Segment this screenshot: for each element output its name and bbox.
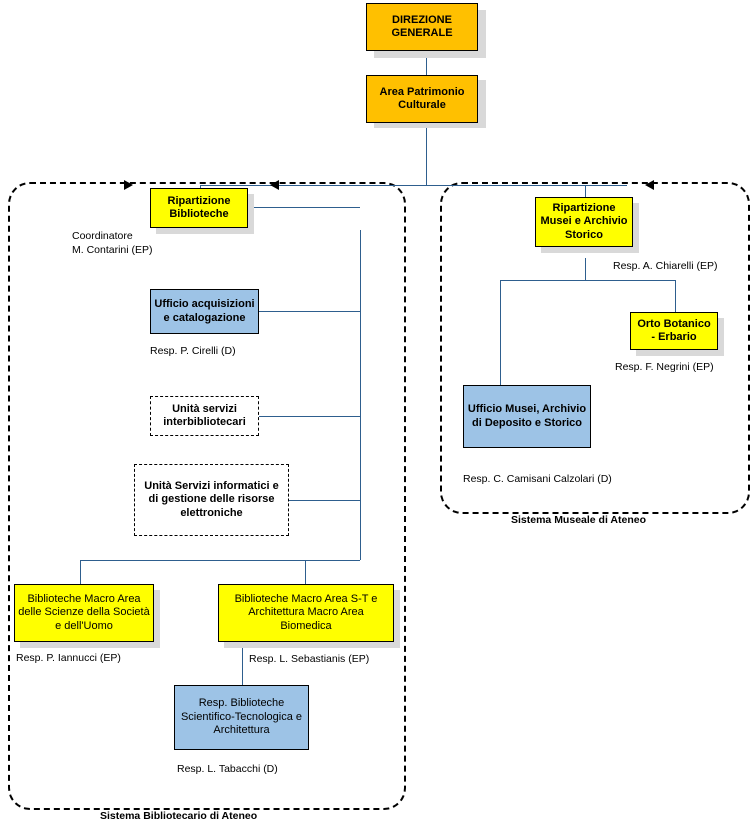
- node-direzione-generale[interactable]: [366, 3, 478, 51]
- node-unita-servizi-interbibliotecari-label: Unità servizi interbibliotecari: [163, 402, 246, 428]
- node-biblioteche-scienze-societa-label: Biblioteche Macro Area delle Scienze della Società e dell'Uomo: [18, 592, 150, 632]
- node-biblioteche-st-architettura[interactable]: [218, 584, 394, 642]
- node-area-patrimonio-label: Area Patrimonio Culturale: [379, 85, 465, 111]
- connector-spine-to-unita-informatici: [289, 500, 360, 501]
- connector-spine-to-unita-interbib: [259, 416, 360, 417]
- node-resp-biblioteche-scientifico[interactable]: [174, 685, 309, 750]
- node-ufficio-musei[interactable]: [463, 385, 591, 448]
- node-unita-servizi-informatici-label: Unità Servizi informatici e di gestione delle risorse elettroniche: [144, 479, 279, 519]
- node-ripartizione-biblioteche-label: Ripartizione Biblioteche: [167, 194, 231, 220]
- node-biblioteche-scienze-societa[interactable]: [14, 584, 154, 642]
- node-ufficio-acquisizioni-label: Ufficio acquisizioni e catalogazione: [154, 298, 255, 324]
- arrow-into-biblioteche-right: [270, 180, 279, 190]
- node-unita-servizi-informatici[interactable]: [134, 464, 289, 536]
- connector-musei-horizontal: [500, 280, 675, 281]
- node-ripartizione-musei-label: Ripartizione Musei e Archivio Storico: [540, 201, 628, 241]
- region-label-sistema-museale: Sistema Museale di Ateneo: [511, 514, 646, 526]
- connector-biblioteche-spine: [360, 230, 361, 560]
- caption-coordinatore-line2: M. Contarini (EP): [72, 244, 153, 256]
- connector-area-horizontal: [200, 185, 627, 186]
- connector-to-ufficio-musei: [500, 280, 501, 385]
- node-direzione-generale-label: DIREZIONE GENERALE: [391, 13, 453, 39]
- arrow-into-musei-right: [645, 180, 654, 190]
- node-resp-biblioteche-scientifico-label: Resp. Biblioteche Scientifico-Tecnologica e Architettura: [180, 697, 303, 737]
- caption-resp-iannucci: Resp. P. Iannucci (EP): [16, 652, 121, 664]
- node-orto-botanico[interactable]: [630, 312, 718, 350]
- region-label-sistema-bibliotecario: Sistema Bibliotecario di Ateneo: [100, 810, 258, 822]
- node-orto-botanico-label: Orto Botanico - Erbario: [637, 317, 711, 343]
- caption-resp-sebastianis: Resp. L. Sebastianis (EP): [249, 653, 370, 665]
- connector-spine-to-ufficio: [259, 311, 360, 312]
- caption-resp-tabacchi: Resp. L. Tabacchi (D): [177, 763, 278, 775]
- connector-to-ripartizione-musei: [585, 185, 586, 197]
- connector-area-down: [426, 123, 427, 185]
- node-biblioteche-st-architettura-label: Biblioteche Macro Area S-T e Architettura Macro Area Biomedica: [234, 592, 378, 632]
- connector-ripartizione-to-spine: [250, 207, 360, 208]
- node-ripartizione-biblioteche[interactable]: [150, 188, 248, 228]
- caption-resp-cirelli: Resp. P. Cirelli (D): [150, 345, 236, 357]
- caption-coordinatore-line1: Coordinatore: [72, 230, 133, 242]
- caption-resp-negrini: Resp. F. Negrini (EP): [615, 361, 714, 373]
- connector-to-orto-botanico: [675, 280, 676, 312]
- caption-resp-chiarelli: Resp. A. Chiarelli (EP): [613, 260, 718, 272]
- node-unita-servizi-interbibliotecari[interactable]: [150, 396, 259, 436]
- connector-spine-bottom-horizontal: [80, 560, 360, 561]
- connector-to-biblioteche-st: [305, 560, 306, 585]
- node-area-patrimonio[interactable]: [366, 75, 478, 123]
- node-ufficio-musei-label: Ufficio Musei, Archivio di Deposito e Storico: [467, 403, 587, 429]
- node-ufficio-acquisizioni[interactable]: [150, 289, 259, 334]
- connector-to-biblioteche-societa: [80, 560, 81, 585]
- node-ripartizione-musei[interactable]: [535, 197, 633, 247]
- caption-resp-camisani: Resp. C. Camisani Calzolari (D): [463, 473, 612, 485]
- connector-musei-down: [585, 258, 586, 280]
- arrow-into-biblioteche-left: [124, 180, 133, 190]
